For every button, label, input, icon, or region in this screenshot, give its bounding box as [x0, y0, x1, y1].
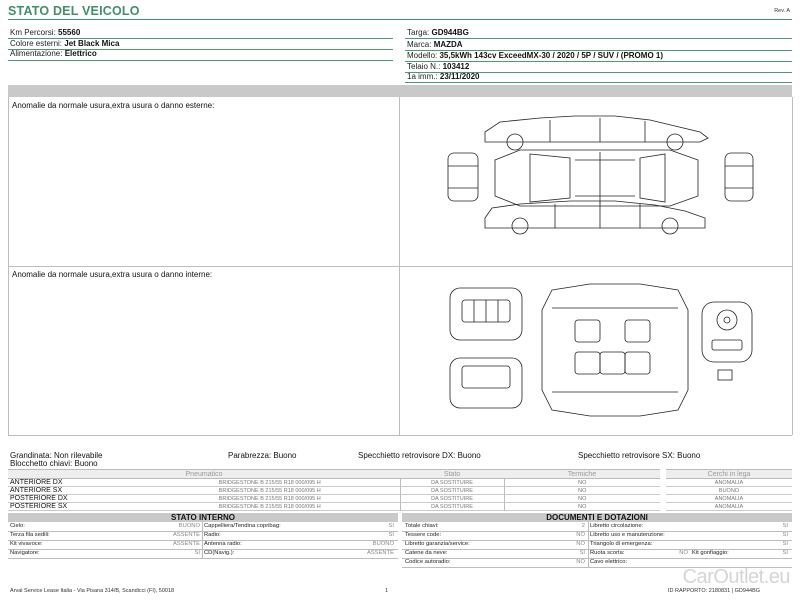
stato-interno-title: STATO INTERNO [8, 513, 398, 522]
header-divider [8, 19, 792, 20]
ruota-scorta-item: Ruota scorta: NO [590, 550, 688, 556]
codice-autoradio-item: Codice autoradio: NO [405, 559, 585, 565]
footer-page-number: 1 [385, 588, 389, 594]
specchietto-sx-label: Specchietto retrovisore SX: Buono [578, 451, 701, 460]
cerchi-header: Cerchi in lega [666, 470, 792, 479]
table-row: POSTERIORE SX BRIDGESTONE B 215/55 R18 000/095 H DA SOSTITUIRE NO ANOMALIA [8, 503, 792, 511]
tessere-code-item: Tessere code: NO [405, 532, 585, 538]
watermark-logo: CarOutlet.eu [682, 566, 790, 588]
external-damage-label: Anomalie da normale usura,extra usura o danno esterne: [12, 101, 215, 110]
colore-field: Colore esterni: Jet Black Mica [10, 39, 120, 48]
termiche-header: Termiche [504, 470, 660, 479]
documenti-title: DOCUMENTI E DOTAZIONI [402, 513, 792, 522]
footer-report-code: ID RAPPORTO: 2180831 | GD944BG [668, 588, 761, 594]
exterior-car-diagram [440, 108, 760, 238]
specchietto-dx-label: Specchietto retrovisore DX: Buono [358, 451, 481, 460]
telaio-field: Telaio N.: 103412 [407, 62, 470, 71]
cielo-item: Cielo: BUONO [10, 523, 200, 529]
antenna-item: Antenna radio: BUONO [204, 541, 394, 547]
table-row: POSTERIORE DX BRIDGESTONE B 215/55 R18 000/095 H DA SOSTITUIRE NO ANOMALIA [8, 495, 792, 503]
totale-chiavi-item: Totale chiavi: 2 [405, 523, 585, 529]
interior-car-diagram [440, 280, 760, 420]
modello-field: Modello: 35,5kWh 143cv ExceedMX-30 / 2020 / 5P / SUV / (PROMO 1) [407, 51, 663, 60]
libretto-garanzia-item: Libretto garanzia/service: NO [405, 541, 585, 547]
cappelliera-item: Cappelliera/Tendina copribag: SI [204, 523, 394, 529]
parabrezza-label: Parabrezza: Buono [228, 451, 297, 460]
page-title: STATO DEL VEICOLO [8, 4, 140, 18]
damage-section-header [8, 85, 792, 97]
revision-label: Rev. A [774, 8, 790, 14]
libretto-uso-item: Libretto uso e manutenzione: SI [590, 532, 788, 538]
terza-fila-item: Terza fila sedili: ASSENTE [10, 532, 200, 538]
tyre-header: Pneumatico [8, 470, 400, 479]
immatricolazione-field: 1a imm.: 23/11/2020 [407, 72, 480, 81]
km-field: Km Percorsi: 55560 [10, 28, 81, 37]
tyres-table [8, 469, 792, 511]
alimentazione-field: Alimentazione: Elettrico [10, 49, 97, 58]
table-row: ANTERIORE SX BRIDGESTONE B 215/55 R18 000/095 H DA SOSTITUIRE NO BUONO [8, 487, 792, 495]
kit-vivavoce-item: Kit vivavoce: ASSENTE [10, 541, 200, 547]
blocchetto-label: Blocchetto chiavi: Buono [10, 459, 98, 468]
stato-header: Stato [400, 470, 504, 479]
cd-navig-item: CD(Navig.): ASSENTE [204, 550, 394, 556]
footer-company: Arval Service Lease Italia - Via Pisana 314/B, Scandicci (FI), 50018 [10, 588, 175, 594]
targa-field: Targa: GD944BG [407, 28, 469, 37]
marca-field: Marca: MAZDA [407, 40, 463, 49]
navigatore-item: Navigatore: SI [10, 550, 200, 556]
grandinata-label: Grandinata: Non rilevabile [10, 451, 103, 460]
kit-gonfiaggio-item: Kit gonfiaggio: SI [692, 550, 788, 556]
table-row: ANTERIORE DX BRIDGESTONE B 215/55 R18 000/095 H DA SOSTITUIRE NO ANOMALIA [8, 479, 792, 487]
libretto-circolazione-item: Libretto circolazione: SI [590, 523, 788, 529]
cavo-elettrico-item: Cavo elettrico: [590, 559, 628, 565]
radio-item: Radio: SI [204, 532, 394, 538]
internal-damage-label: Anomalie da normale usura,extra usura o danno interne: [12, 270, 213, 279]
triangolo-item: Triangolo di emergenza: SI [590, 541, 788, 547]
catene-neve-item: Catene da neve: SI [405, 550, 585, 556]
